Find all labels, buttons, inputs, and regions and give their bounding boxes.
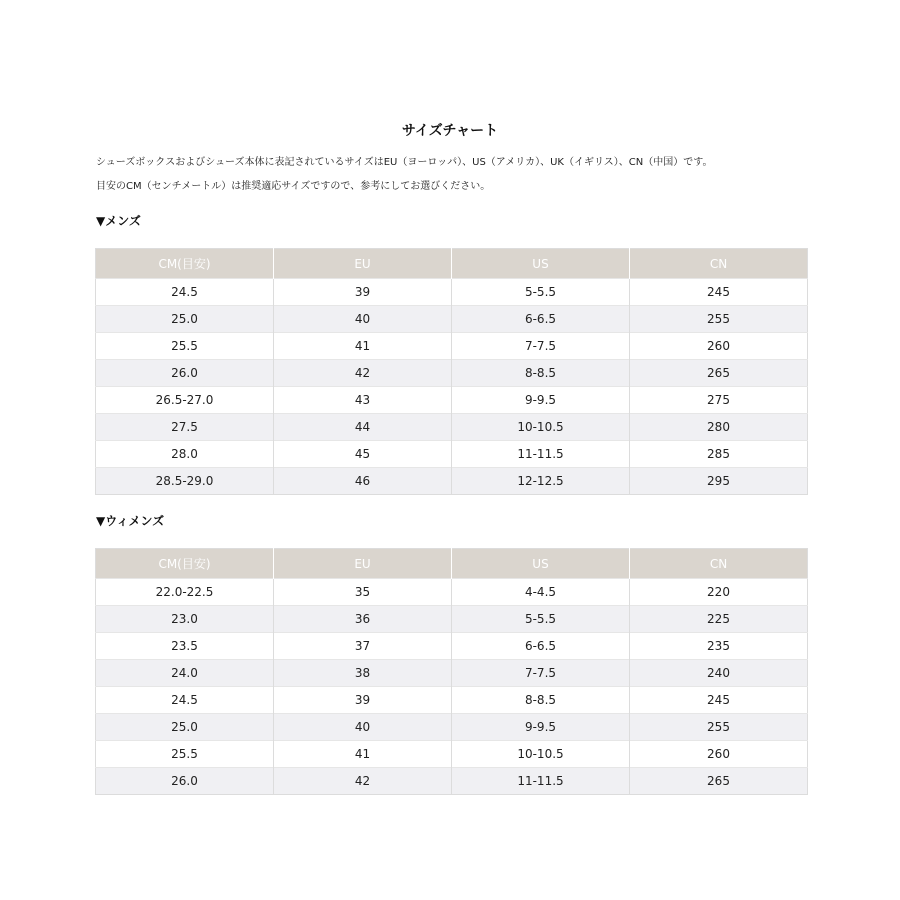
cell-eu: 45 — [274, 441, 452, 468]
cell-us: 5-5.5 — [452, 279, 630, 306]
cell-cn: 295 — [630, 468, 808, 495]
intro-line-2: 目安のCM（センチメートル）は推奨適応サイズですので、参考にしてお選びください。 — [96, 181, 491, 192]
cell-eu: 42 — [274, 768, 452, 795]
cell-cm: 27.5 — [96, 414, 274, 441]
col-header-us: US — [452, 549, 630, 579]
cell-eu: 41 — [274, 333, 452, 360]
cell-eu: 35 — [274, 579, 452, 606]
col-header-eu: EU — [274, 549, 452, 579]
cell-cn: 255 — [630, 306, 808, 333]
cell-us: 8-8.5 — [452, 687, 630, 714]
cell-eu: 40 — [274, 714, 452, 741]
cell-eu: 38 — [274, 660, 452, 687]
cell-cn: 235 — [630, 633, 808, 660]
col-header-cn: CN — [630, 549, 808, 579]
cell-eu: 36 — [274, 606, 452, 633]
col-header-cm: CM(目安) — [96, 249, 274, 279]
table-row — [96, 741, 808, 768]
cell-eu: 41 — [274, 741, 452, 768]
cell-us: 12-12.5 — [452, 468, 630, 495]
cell-cn: 245 — [630, 687, 808, 714]
table-row — [96, 387, 808, 414]
mens-heading: ▼メンズ — [96, 214, 141, 228]
cell-cn: 225 — [630, 606, 808, 633]
cell-us: 4-4.5 — [452, 579, 630, 606]
mens-size-table — [95, 248, 808, 495]
cell-eu: 42 — [274, 360, 452, 387]
intro-line-1: シューズボックスおよびシューズ本体に表記されているサイズはEU（ヨーロッパ）、US（アメリカ）、UK（イギリス）、CN（中国）です。 — [96, 157, 713, 168]
cell-cm: 25.5 — [96, 741, 274, 768]
cell-cn: 220 — [630, 579, 808, 606]
cell-cn: 265 — [630, 768, 808, 795]
cell-us: 6-6.5 — [452, 633, 630, 660]
cell-cn: 240 — [630, 660, 808, 687]
col-header-cn: CN — [630, 249, 808, 279]
table-header-row — [96, 549, 808, 579]
cell-cm: 23.0 — [96, 606, 274, 633]
cell-cn: 265 — [630, 360, 808, 387]
table-row — [96, 279, 808, 306]
cell-eu: 46 — [274, 468, 452, 495]
cell-us: 11-11.5 — [452, 768, 630, 795]
cell-eu: 39 — [274, 687, 452, 714]
cell-cm: 25.0 — [96, 306, 274, 333]
col-header-cm: CM(目安) — [96, 549, 274, 579]
cell-us: 10-10.5 — [452, 414, 630, 441]
table-row — [96, 633, 808, 660]
cell-us: 10-10.5 — [452, 741, 630, 768]
table-row — [96, 768, 808, 795]
table-row — [96, 306, 808, 333]
cell-cm: 25.5 — [96, 333, 274, 360]
cell-us: 8-8.5 — [452, 360, 630, 387]
table-row — [96, 606, 808, 633]
cell-cm: 22.0-22.5 — [96, 579, 274, 606]
table-row — [96, 660, 808, 687]
cell-cm: 26.0 — [96, 768, 274, 795]
cell-us: 9-9.5 — [452, 387, 630, 414]
cell-cm: 24.0 — [96, 660, 274, 687]
table-header-row — [96, 249, 808, 279]
cell-cn: 255 — [630, 714, 808, 741]
womens-size-table — [95, 548, 808, 795]
cell-cn: 260 — [630, 741, 808, 768]
cell-us: 6-6.5 — [452, 306, 630, 333]
cell-us: 7-7.5 — [452, 333, 630, 360]
cell-eu: 43 — [274, 387, 452, 414]
cell-cn: 280 — [630, 414, 808, 441]
cell-cm: 28.0 — [96, 441, 274, 468]
cell-cn: 275 — [630, 387, 808, 414]
cell-cm: 24.5 — [96, 687, 274, 714]
womens-table-body — [96, 579, 808, 795]
col-header-us: US — [452, 249, 630, 279]
table-row — [96, 687, 808, 714]
table-row — [96, 414, 808, 441]
cell-eu: 44 — [274, 414, 452, 441]
womens-heading: ▼ウィメンズ — [96, 514, 165, 528]
mens-table-body — [96, 279, 808, 495]
cell-cm: 23.5 — [96, 633, 274, 660]
table-row — [96, 360, 808, 387]
cell-cn: 260 — [630, 333, 808, 360]
cell-eu: 40 — [274, 306, 452, 333]
cell-eu: 37 — [274, 633, 452, 660]
page-title: サイズチャート — [401, 123, 499, 139]
cell-cm: 25.0 — [96, 714, 274, 741]
cell-us: 9-9.5 — [452, 714, 630, 741]
cell-us: 5-5.5 — [452, 606, 630, 633]
table-row — [96, 579, 808, 606]
table-row — [96, 333, 808, 360]
cell-us: 11-11.5 — [452, 441, 630, 468]
table-row — [96, 468, 808, 495]
cell-cn: 285 — [630, 441, 808, 468]
cell-cm: 26.5-27.0 — [96, 387, 274, 414]
table-row — [96, 714, 808, 741]
cell-cm: 26.0 — [96, 360, 274, 387]
cell-cm: 24.5 — [96, 279, 274, 306]
table-row — [96, 441, 808, 468]
cell-cn: 245 — [630, 279, 808, 306]
cell-cm: 28.5-29.0 — [96, 468, 274, 495]
cell-us: 7-7.5 — [452, 660, 630, 687]
col-header-eu: EU — [274, 249, 452, 279]
cell-eu: 39 — [274, 279, 452, 306]
